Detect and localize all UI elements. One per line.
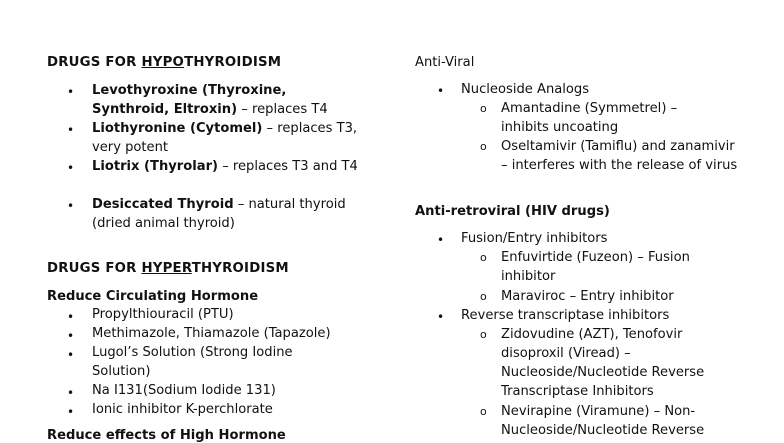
bullet-glyph: • [437, 84, 445, 98]
heading-prefix: DRUGS FOR [47, 261, 142, 276]
bullet-glyph: • [437, 310, 445, 324]
bullet-glyph: • [67, 85, 75, 99]
heading-prefix: DRUGS FOR [47, 55, 142, 70]
sub-bullet-glyph: o [480, 290, 487, 303]
heading-suffix: THYROIDISM [191, 261, 289, 276]
subheading-reduce-circulating: Reduce Circulating Hormone [47, 289, 259, 304]
hyper-item: Ionic inhibitor K-perchlorate [92, 402, 273, 417]
bullet-glyph: • [67, 386, 75, 400]
bullet-glyph: • [67, 329, 75, 343]
hypothyroidism-heading [47, 55, 281, 70]
antiretroviral-bullet: Reverse transcriptase inhibitors [461, 308, 670, 323]
bullet-glyph: • [437, 233, 445, 247]
heading-underlined: HYPER [141, 261, 192, 276]
heading-underlined: HYPO [141, 55, 185, 70]
bullet-glyph: • [67, 123, 75, 137]
hypo-item: Liotrix (Thyrolar) – replaces T3 and T4 [92, 159, 358, 174]
subheading-reduce-effects: Reduce effects of High Hormone [47, 428, 286, 443]
hypo-item: Levothyroxine (Thyroxine, Synthroid, Eltroxin) – replaces T4 [92, 83, 328, 117]
antiretroviral-subitem: Zidovudine (AZT), Tenofovir disoproxil (Viread) – Nucleoside/Nucleotide Reverse Transcriptase Inhibitors [501, 327, 705, 399]
sub-bullet-glyph: o [480, 140, 487, 153]
hypo-item: Desiccated Thyroid – natural thyroid (dried animal thyroid) [92, 197, 346, 231]
sub-bullet-glyph: o [480, 405, 487, 418]
antiviral-subitem: Amantadine (Symmetrel) – inhibits uncoating [501, 101, 678, 135]
bullet-glyph: • [67, 348, 75, 362]
antiretroviral-bullet: Fusion/Entry inhibitors [461, 231, 608, 246]
bullet-glyph: • [67, 310, 75, 324]
hyperthyroidism-heading [47, 261, 289, 276]
sub-bullet-glyph: o [480, 328, 487, 341]
bullet-glyph: • [67, 405, 75, 419]
sub-bullet-glyph: o [480, 251, 487, 264]
bullet-glyph: • [67, 199, 75, 213]
hyper-item: Methimazole, Thiamazole (Tapazole) [92, 326, 331, 341]
antiretroviral-heading: Anti-retroviral (HIV drugs) [415, 204, 610, 219]
antiretroviral-subitem: Nevirapine (Viramune) – Non-Nucleoside/Nucleotide Reverse [501, 404, 705, 438]
antiretroviral-subitem: Enfuvirtide (Fuzeon) – Fusion inhibitor [501, 250, 690, 284]
antiviral-subitem: Oseltamivir (Tamiflu) and zanamivir – interferes with the release of virus [501, 139, 738, 173]
heading-suffix: THYROIDISM [184, 55, 282, 70]
antiviral-bullet: Nucleoside Analogs [461, 82, 590, 97]
antiviral-heading: Anti-Viral [415, 55, 475, 70]
sub-bullet-glyph: o [480, 102, 487, 115]
antiretroviral-subitem: Maraviroc – Entry inhibitor [501, 289, 674, 304]
hyper-item: Lugol’s Solution (Strong Iodine Solution) [92, 345, 293, 379]
hyper-item: Na I131(Sodium Iodide 131) [92, 383, 276, 398]
bullet-glyph: • [67, 161, 75, 175]
hypo-item: Liothyronine (Cytomel) – replaces T3, very potent [92, 121, 358, 155]
hyper-item: Propylthiouracil (PTU) [92, 307, 234, 322]
